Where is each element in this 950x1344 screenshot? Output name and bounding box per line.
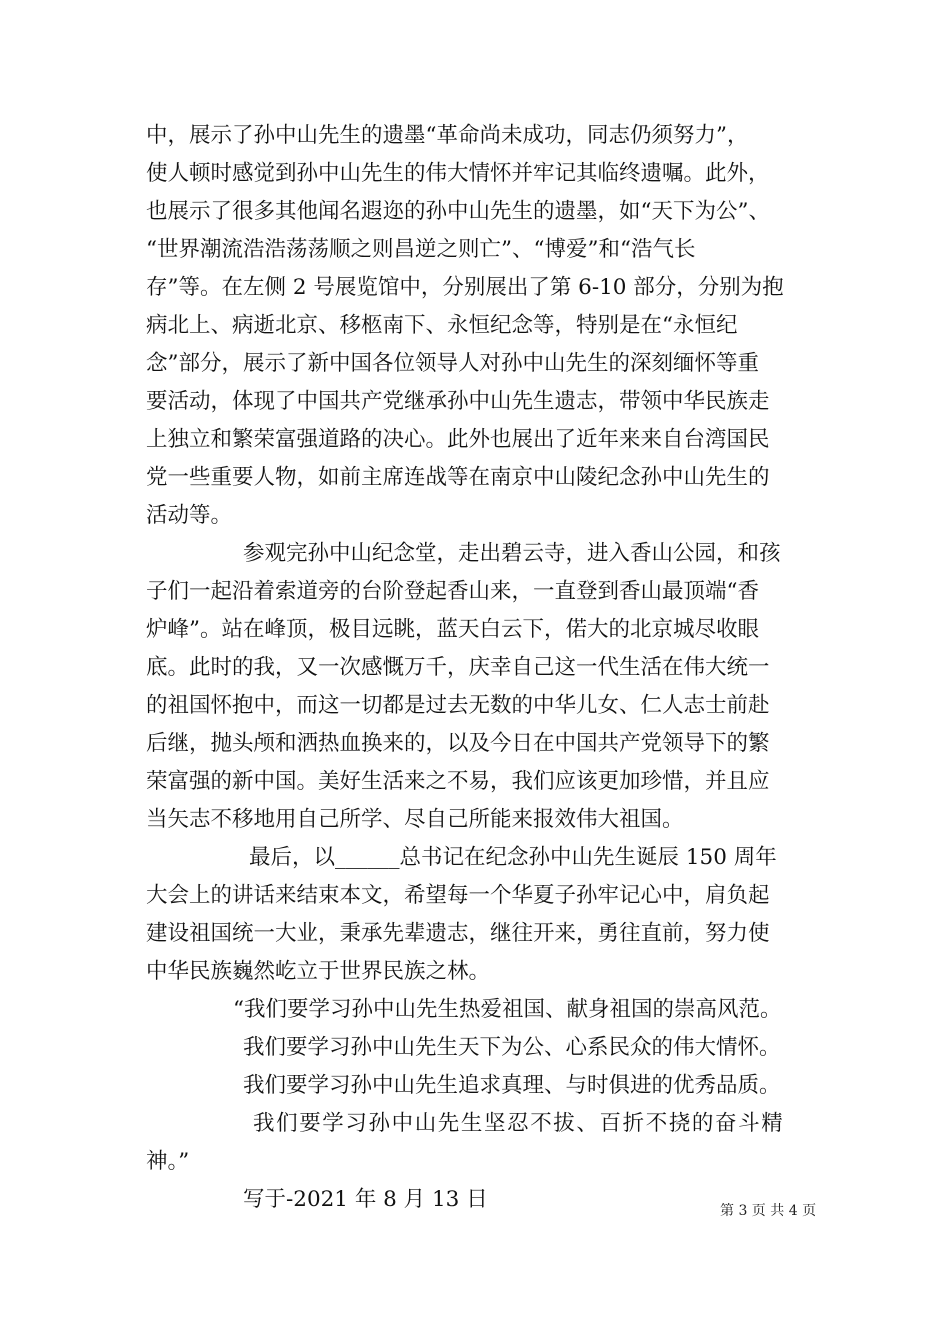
text-line: 炉峰”。站在峰顶，极目远眺，蓝天白云下，偌大的北京城尽收眼	[146, 617, 759, 642]
text-line: 中，展示了孙中山先生的遗墨“革命尚未成功，同志仍须努力”，	[146, 123, 749, 148]
date-line: 写于-2021 年 8 月 13 日	[243, 1187, 488, 1212]
text-line: 当矢志不移地用自己所学、尽自己所能来报效伟大祖国。	[146, 807, 684, 832]
text-line: 也展示了很多其他闻名遐迩的孙中山先生的遗墨，如“天下为公”、	[146, 199, 770, 224]
text-line: “世界潮流浩浩荡荡顺之则昌逆之则亡”、“博爱”和“浩气长	[146, 237, 696, 262]
text-line: 活动等。	[146, 503, 233, 528]
text-line: 荣富强的新中国。美好生活来之不易，我们应该更加珍惜，并且应	[146, 769, 770, 794]
text-line: 的祖国怀抱中，而这一切都是过去无数的中华儿女、仁人志士前赴	[146, 693, 770, 718]
text-line: 党一些重要人物，如前主席连战等在南京中山陵纪念孙中山先生的	[146, 465, 770, 490]
text-line: 上独立和繁荣富强道路的决心。此外也展出了近年来来自台湾国民	[146, 427, 770, 452]
text-line: 子们一起沿着索道旁的台阶登起香山来，一直登到香山最顶端“香	[146, 579, 759, 604]
text-line: 要活动，体现了中国共产党继承孙中山先生遗志，带领中华民族走	[146, 389, 770, 414]
text-line: 中华民族巍然屹立于世界民族之林。	[146, 959, 491, 984]
quote-line: 神。”	[146, 1149, 190, 1174]
quote-line: “我们要学习孙中山先生热爱祖国、献身祖国的崇高风范。	[233, 997, 782, 1022]
paragraph-start: 最后，以______总书记在纪念孙中山先生诞辰 150 周年	[249, 845, 777, 870]
page-number: 第 3 页 共 4 页	[720, 1203, 817, 1219]
paragraph-start: 参观完孙中山纪念堂，走出碧云寺，进入香山公园，和孩	[243, 541, 781, 566]
quote-line: 我们要学习孙中山先生坚忍不拔、百折不挠的奋斗精	[253, 1111, 785, 1136]
text-line: 病北上、病逝北京、移柩南下、永恒纪念等，特别是在“永恒纪	[146, 313, 738, 338]
text-line: 念”部分，展示了新中国各位领导人对孙中山先生的深刻缅怀等重	[146, 351, 759, 376]
text-line: 存”等。在左侧 2 号展览馆中，分别展出了第 6-10 部分，分别为抱	[146, 275, 784, 300]
text-line: 底。此时的我，又一次感慨万千，庆幸自己这一代生活在伟大统一	[146, 655, 770, 680]
text-line: 后继，抛头颅和洒热血换来的，以及今日在中国共产党领导下的繁	[146, 731, 770, 756]
text-line: 大会上的讲话来结束本文，希望每一个华夏子孙牢记心中，肩负起	[146, 883, 770, 908]
quote-line: 我们要学习孙中山先生追求真理、与时俱进的优秀品质。	[243, 1073, 781, 1098]
quote-line: 我们要学习孙中山先生天下为公、心系民众的伟大情怀。	[243, 1035, 781, 1060]
text-line: 建设祖国统一大业，秉承先辈遗志，继往开来，勇往直前，努力使	[146, 921, 770, 946]
text-line: 使人顿时感觉到孙中山先生的伟大情怀并牢记其临终遗嘱。此外，	[146, 161, 770, 186]
